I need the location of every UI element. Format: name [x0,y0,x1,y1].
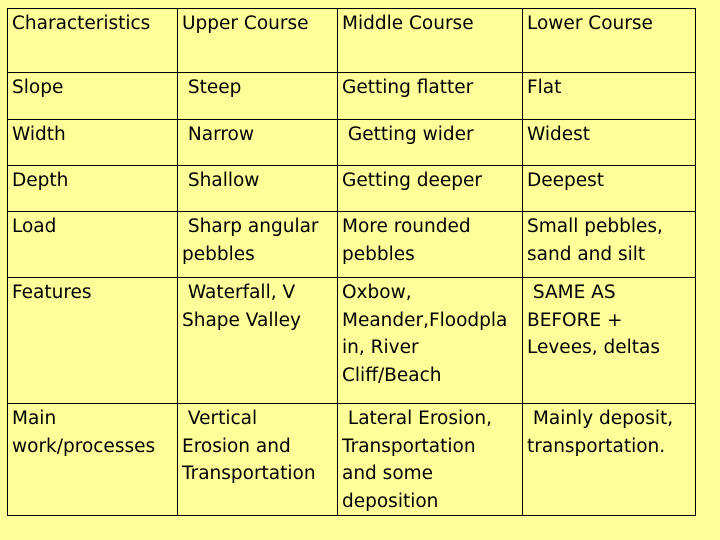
features-upper: Waterfall, V Shape Valley [178,278,338,404]
row-label-main-processes: Main work/processes [8,404,178,516]
processes-lower: Mainly deposit, transportation. [523,404,696,516]
row-label-depth: Depth [8,166,178,212]
processes-upper: Vertical Erosion and Transportation [178,404,338,516]
slope-upper: Steep [178,73,338,120]
width-lower: Widest [523,120,696,166]
header-middle-course: Middle Course [338,9,523,73]
river-course-table [7,8,696,516]
slope-middle: Getting flatter [338,73,523,120]
table-row-load [8,212,696,278]
row-label-slope: Slope [8,73,178,120]
depth-upper: Shallow [178,166,338,212]
table-row-depth [8,166,696,212]
width-upper: Narrow [178,120,338,166]
header-characteristics: Characteristics [8,9,178,73]
depth-middle: Getting deeper [338,166,523,212]
slope-lower: Flat [523,73,696,120]
table-row-width [8,120,696,166]
table-row-slope [8,73,696,120]
table-row-features [8,278,696,404]
row-label-width: Width [8,120,178,166]
row-label-features: Features [8,278,178,404]
processes-middle: Lateral Erosion, Transportation and some deposition [338,404,523,516]
features-middle: Oxbow, Meander,Floodpla in, River Cliff/Beach [338,278,523,404]
load-middle: More rounded pebbles [338,212,523,278]
row-label-load: Load [8,212,178,278]
depth-lower: Deepest [523,166,696,212]
width-middle: Getting wider [338,120,523,166]
features-lower: SAME AS BEFORE + Levees, deltas [523,278,696,404]
header-upper-course: Upper Course [178,9,338,73]
table-row-main-processes [8,404,696,516]
load-upper: Sharp angular pebbles [178,212,338,278]
load-lower: Small pebbles, sand and silt [523,212,696,278]
header-lower-course: Lower Course [523,9,696,73]
table-header-row [8,9,696,73]
